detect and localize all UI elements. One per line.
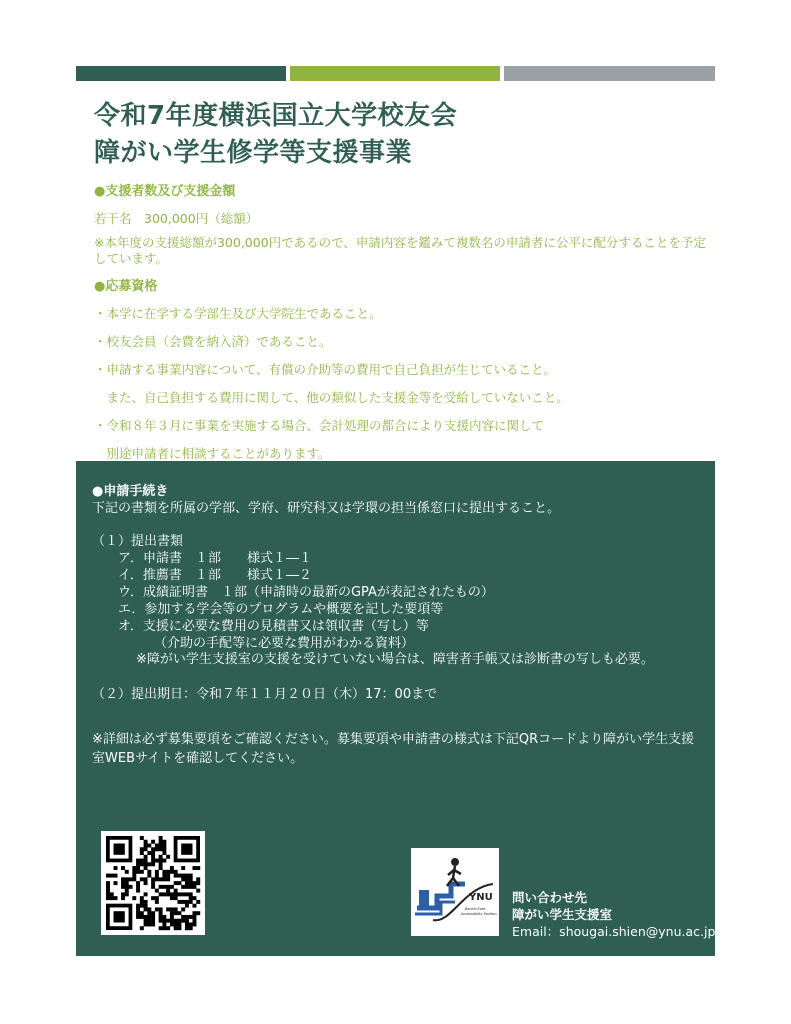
title-line-2: 障がい学生修学等支援事業 (94, 138, 413, 168)
eligibility-item-4: ・令和８年３月に事業を実施する場合、会計処理の都合により支援内容に関して (94, 418, 545, 433)
doc-item-d: エ．参加する学会等のプログラムや概要を記した要項等 (118, 602, 444, 617)
page-title (94, 98, 457, 172)
eligibility-item-3-cont: また、自己負担する費用に関して、他の類似した支援金等を受給していないこと。 (94, 390, 569, 405)
doc-item-c: ウ．成績証明書 １部（申請時の最新のGPAが表記されたもの） (118, 585, 494, 600)
eligibility-item-1: ・本学に在学する学部生及び大学院生であること。 (94, 306, 382, 321)
procedure-intro: 下記の書類を所属の学部、学府、研究科又は学環の担当係窓口に提出すること。 (92, 501, 561, 516)
logo-graphic (411, 848, 499, 936)
docs-heading: （１）提出書類 (92, 534, 184, 549)
header-color-bars (76, 66, 715, 81)
doc-item-e-sub: （介助の手配等に必要な費用がわかる資料） (154, 636, 415, 651)
eligibility-item-2: ・校友会員（会費を納入済）であること。 (94, 334, 332, 349)
contact-email[interactable]: Email：shougai.shien@ynu.ac.jp (512, 924, 716, 939)
info-section (94, 180, 714, 462)
website-note: ※詳細は必ず募集要項をご確認ください。募集要項や申請書の様式は下記QRコードより障がい学生支援室WEBサイトを確認してください。 (92, 732, 695, 766)
deadline: （２）提出期日：令和７年１１月２０日（木）17：00まで (92, 687, 438, 702)
contact-heading: 問い合わせ先 (512, 890, 588, 905)
eligibility-item-4-cont: 別途申請者に相談することがあります。 (94, 446, 331, 461)
ynu-barrier-free-logo (411, 848, 499, 936)
support-amount: 若干名 300,000円（総額） (94, 211, 259, 226)
doc-item-b: イ．推薦書 １部 様式１―２ (118, 568, 312, 583)
gray-bar (504, 66, 715, 81)
eligibility-heading: ●応募資格 (94, 279, 158, 294)
light-green-bar (290, 66, 500, 81)
doc-item-e: オ．支援に必要な費用の見積書又は領収書（写し）等 (118, 619, 429, 634)
procedure-content (92, 483, 702, 768)
procedure-heading: ●申請手続き (92, 484, 169, 499)
dark-green-bar (76, 66, 286, 81)
contact-office: 障がい学生支援室 (512, 907, 613, 922)
title-line-1: 令和7年度横浜国立大学校友会 (94, 101, 458, 131)
handbook-note: ※障がい学生支援室の支援を受けていない場合は、障害者手帳又は診断書の写しも必要。 (136, 652, 654, 667)
procedure-panel (76, 461, 715, 956)
qr-code[interactable] (101, 831, 205, 935)
qr-code-graphic (101, 831, 205, 935)
eligibility-item-3: ・申請する事業内容について、有償の介助等の費用で自己負担が生じていること。 (94, 362, 557, 377)
doc-item-a: ア．申請書 １部 様式１―１ (118, 551, 312, 566)
support-note: ※本年度の支援総額が300,000円であるので、申請内容を鑑みて複数名の申請者に公平に配分することを予定しています。 (94, 235, 706, 266)
support-heading: ●支援者数及び支援金額 (94, 184, 236, 199)
logo-mark: YNU (469, 892, 493, 903)
logo-subtitle-1: Barrier-Free (465, 907, 486, 911)
contact-block (512, 889, 715, 940)
logo-subtitle-2: Accessibility Section (461, 912, 497, 916)
